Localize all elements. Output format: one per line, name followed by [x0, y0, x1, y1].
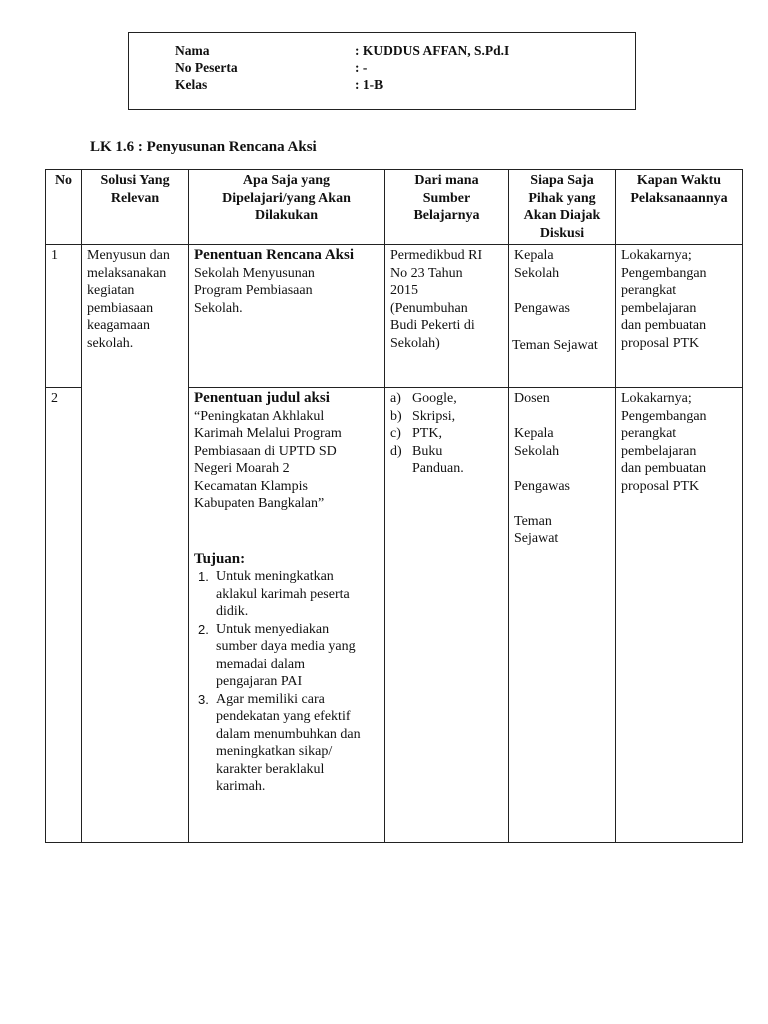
row1-apa: Penentuan Rencana Aksi Sekolah Menyusunan Program Pembiasaan Sekolah. [189, 245, 385, 388]
row2-sumber [385, 388, 509, 843]
list-item: b) Skripsi, [390, 408, 456, 424]
list-item: 2. Untuk menyediakan sumber daya media yang memadai dalam pengajaran PAI [198, 621, 356, 689]
row2-apa-heading: Penentuan judul aksi [194, 390, 330, 406]
nama-value: : KUDDUS AFFAN, S.Pd.I [355, 43, 510, 58]
row2-no: 2 [46, 388, 82, 843]
tujuan-heading: Tujuan: [194, 550, 246, 567]
peserta-label: No Peserta [175, 60, 238, 75]
header-solusi: Solusi Yang Relevan [82, 170, 189, 245]
identity-box [128, 32, 636, 110]
sumber-list [390, 390, 503, 478]
nama-label: Nama [175, 43, 210, 58]
peserta-value: : - [355, 60, 368, 75]
header-siapa: Siapa Saja Pihak yang Akan Diajak Diskusi [509, 170, 616, 245]
list-item: c) PTK, [390, 426, 442, 441]
kelas-label: Kelas [175, 77, 208, 92]
row1-apa-heading: Penentuan Rencana Aksi [194, 247, 355, 263]
tujuan-list [194, 568, 379, 796]
row2-apa: Penentuan judul aksi “Peningkatan Akhlakul Karimah Melalui Program Pembiasaan di UPTD SD Negeri Moarah 2 Kecamatan Klampis Kabupaten Bangkalan” Tujuan: 1. Untuk meningkatkan aklakul karimah peserta didik. 2. Untuk menyediakan sumber daya media yang memadai dalam pengajaran PAI 3. Agar memiliki cara pendekatan yang efektif dalam menumbuhkan dan meningkatkan sikap/ karakter beraklakul karimah. [189, 388, 385, 843]
row1-siapa: Kepala Sekolah Pengawas Teman Sejawat [509, 245, 616, 388]
list-item: d) Buku Panduan. [390, 443, 464, 476]
header-no: No [46, 170, 82, 245]
row1-kapan: Lokakarnya; Pengembangan perangkat pembelajaran dan pembuatan proposal PTK [616, 245, 743, 388]
kelas-value: : 1-B [355, 77, 384, 92]
list-item: 1. Untuk meningkatkan aklakul karimah peserta didik. [198, 569, 350, 619]
row2-siapa: Dosen Kepala Sekolah Pengawas Teman Sejawat [509, 388, 616, 843]
header-sumber: Dari mana Sumber Belajarnya [385, 170, 509, 245]
row2-kapan: Lokakarnya; Pengembangan perangkat pembelajaran dan pembuatan proposal PTK [616, 388, 743, 843]
table-row [46, 245, 743, 388]
row1-no: 1 [46, 245, 82, 388]
header-apa: Apa Saja yang Dipelajari/yang Akan Dilakukan [189, 170, 385, 245]
header-kapan: Kapan Waktu Pelaksanaannya [616, 170, 743, 245]
row1-solusi: Menyusun dan melaksanakan kegiatan pembiasaan keagamaan sekolah. [82, 245, 189, 843]
row1-sumber: Permedikbud RI No 23 Tahun 2015 (Penumbuhan Budi Pekerti di Sekolah) [385, 245, 509, 388]
page-title: LK 1.6 : Penyusunan Rencana Aksi [90, 139, 317, 155]
list-item: 3. Agar memiliki cara pendekatan yang efektif dalam menumbuhkan dan meningkatkan sikap/ karakter beraklakul karimah. [198, 691, 361, 794]
header-row [46, 170, 743, 245]
list-item: a) Google, [390, 391, 457, 406]
rencana-aksi-table [45, 169, 743, 843]
